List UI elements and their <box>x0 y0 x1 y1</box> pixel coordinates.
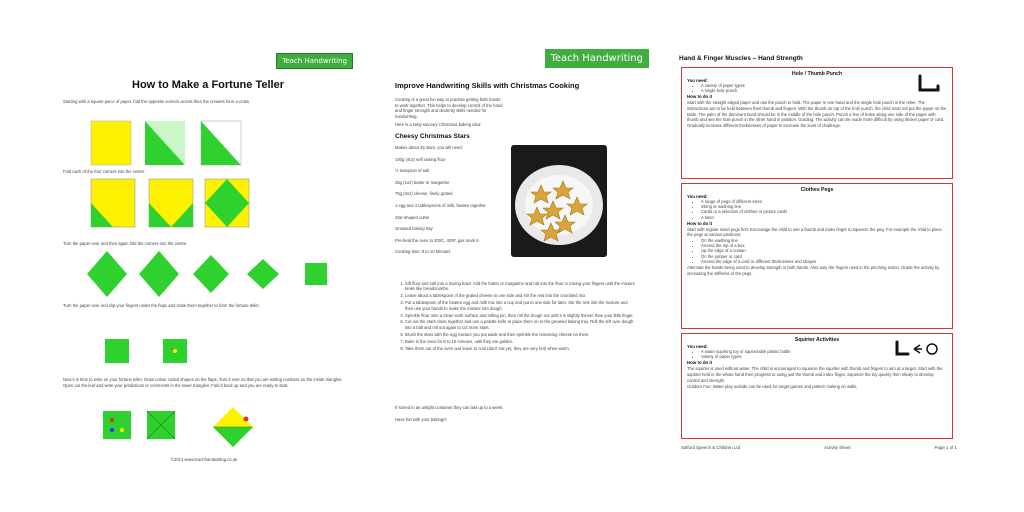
outdoor-text: Outdoor Fun: Water play outside can be used for target games and pattern making on walls. <box>687 384 858 390</box>
peg-position: • On the jumper or card <box>701 254 947 259</box>
need-item: • Variety of paper types <box>701 354 947 359</box>
how-text-2: Alternate the hands being used to develop strength in both hands. Also vary the fingers used in the pinching action. Grade the activity by increasing the stiffness of the pegs. <box>687 265 940 276</box>
cheesy-stars-photo <box>511 145 607 257</box>
thumb-punch-icon <box>916 74 942 94</box>
peg-position: • Around the top of a box <box>701 243 947 248</box>
how-label: How to do it <box>687 360 713 366</box>
ingredient-line: 1 egg and 4 tablespoons of milk, beaten together <box>395 202 486 208</box>
method-step: 2. Leave about a tablespoon of the grated cheese to one side and stir the rest into the crumbled mix. <box>405 293 635 298</box>
method-step: 6. Brush the stars with the egg mixture you put aside and then sprinkle the remaining cheese on them. <box>405 332 635 337</box>
intro-text: Starting with a square piece of paper, fold the opposite corners across then the creases form a cross. <box>63 99 251 104</box>
squirter-box <box>681 333 953 439</box>
method-step: 5. Cut out the stars close together and use a palette knife to place them on to the greased baking tray. Roll the left over dough into a ball and roll out again to cut more stars. <box>405 319 635 330</box>
step2-text: Fold each of the four corners into the centre. <box>63 169 146 174</box>
brand-badge: Teach Handwriting <box>545 49 650 68</box>
fold-diagram-row2 <box>91 179 291 235</box>
brand-badge: Teach Handwriting <box>276 53 353 69</box>
how-text: Start with regular sized pegs first. Encourage the child to use a thumb and index finger to squeeze the peg. For example the child to place the pegs at various positions: <box>687 226 942 238</box>
sheet-title: Improve Handwriting Skills with Christmas Cooking <box>395 81 580 90</box>
need-item: • String or washing line <box>701 204 947 209</box>
fold-diagram-row4 <box>105 339 205 365</box>
ingredient-line: 25g (1oz) butter or margarine <box>395 179 450 185</box>
need-label: You need: <box>687 344 708 349</box>
method-step: 8. Take them out of the oven and leave to cool (don't eat yet, they are very hot) when warm. <box>405 346 635 351</box>
need-item: • A single hole punch <box>701 88 947 93</box>
sheet-title: How to Make a Fortune Teller <box>132 79 284 91</box>
need-label: You need: <box>687 78 708 83</box>
how-text: The squirter is used without water. The child is encouraged to squeeze the squirter with thumb and fingers to aim at a target. Start with the squirter held in the whole hand then progress to using just the thumb and index finger. Squeeze the toy quickly then slowly to develop control and strength. <box>687 366 943 383</box>
peg-position: • On the washing line <box>701 238 947 243</box>
fold-diagram-row3 <box>87 251 337 297</box>
intro-column <box>395 97 505 131</box>
hand-strength-sheet <box>677 45 961 465</box>
how-text: Start with the straight edged paper and use the punch to hold. The paper in one hand and the single hole punch in the other. The instructions are to be held between their thumb and fingers. With the thumb on top of the hole punch, the child must not put the paper on the table. The palm of the dominant hand should be in the middle of the hole punch. Punch a line of holes along one side of the paper with thumb and see the hole punch in the other hand in position. Grading: The activity can be made more difficult by using thicker paper or card. Gradually increase different thicknesses of paper to increase the level of challenge. <box>687 100 947 128</box>
how-label: How to do it <box>687 220 713 226</box>
box-title: Squirter Activities <box>794 337 840 343</box>
ingredient-line: 75g (3oz) cheese, finely grated <box>395 191 453 197</box>
peg-position: • Around the edge of a card or different thicknesses and shapes <box>701 259 947 264</box>
ingredient-line: ½ teaspoon of salt <box>395 168 430 174</box>
hole-punch-box <box>681 67 953 179</box>
intro-text: Cooking is a great fun way to practise getting both hands to work together. This helps to develop control of the hand and finger strength and dexterity skills needed for handwriting. <box>395 97 503 119</box>
peg-positions-list <box>701 238 947 264</box>
need-item: • A range of pegs of different sizes <box>701 199 947 204</box>
need-item: • A variety of paper types <box>701 83 947 88</box>
method-step: 7. Bake in the oven for 8 to 10 minutes, until they are golden. <box>405 339 635 344</box>
method-step: 1. Sift flour and salt into a mixing bowl. Add the butter or margarine and rub into the flour in mixing your fingers until the mixture looks like breadcrumbs. <box>405 281 635 292</box>
ingredient-line: Makes about 25 stars, you will need: <box>395 145 463 150</box>
clothes-pegs-box <box>681 183 953 329</box>
method-steps <box>405 281 635 352</box>
step3-text: Turn the paper over and then again fold the corners into the centre. <box>63 241 188 246</box>
method-step: 3. Put a tablespoon of the beaten egg and milk mix into a cup and put to one side for later. Stir the rest into the mixture and then use your hands to make the mixture into dough. <box>405 300 635 311</box>
need-item: • A timer <box>701 215 947 220</box>
ingredient-line: Star-shaped cutter <box>395 214 430 220</box>
footer-center: Activity Sheet <box>824 445 851 450</box>
sheet-title: Hand & Finger Muscles – Hand Strength <box>679 55 803 62</box>
intro-text-2: Here is a tasty savoury Christmas baking idea: <box>395 122 482 128</box>
sheet-footer: ©2013 www.teachhandwriting.co.uk <box>170 457 238 462</box>
storage-note: If stored in an airtight container they can last up to a week. <box>395 405 504 410</box>
closing-note: Have fun with your baking!!! <box>395 417 447 422</box>
fold-diagram-row1 <box>91 121 271 165</box>
squirter-icon <box>894 340 942 358</box>
need-list <box>701 83 947 93</box>
box-title: Clothes Pegs <box>800 187 834 193</box>
need-item: • A water squirting toy or squeezable plastic bottle <box>701 349 947 354</box>
ingredient-line: Greased baking tray <box>395 226 433 232</box>
fortune-teller-sheet <box>63 45 353 465</box>
footer-left: Salford Speech & Children Ltd <box>681 445 741 450</box>
step5-text: Now it is time to write on your fortune teller. Draw colour coded shapes on the flaps. Turn it over so that you are writing numbers on the inside triangles. Open out the leaf and write your predictions or comments in the lower triangles. Fold it back up and you are ready to start. <box>63 377 343 388</box>
ingredient-line: Cooking time: 8 to 10 Minutes <box>395 249 451 255</box>
peg-position: • Up the edge of a curtain <box>701 248 947 253</box>
footer-right: Page 1 of 1 <box>934 445 957 450</box>
step4-text: Turn the paper over and slip your fingers under the flaps and close them together to form the fortune teller. <box>63 303 260 308</box>
box-title: Hole / Thumb Punch <box>791 71 843 77</box>
how-label: How to do it <box>687 94 713 100</box>
method-step: 4. Sprinkle flour onto a clean work surface and rolling pin, then roll the dough out until it is slightly thinner than your little finger. <box>405 313 635 318</box>
christmas-cooking-sheet <box>383 45 651 465</box>
sheet-footer <box>681 445 957 450</box>
need-label: You need: <box>687 194 708 199</box>
fortune-teller-finished <box>103 405 303 451</box>
ingredient-line: Pre-heat the oven to 200C, 400F, gas mark 6. <box>395 237 480 243</box>
recipe-title: Cheesy Christmas Stars <box>395 133 470 140</box>
need-item: • Cards or a selection of clothes or picture cards <box>701 209 947 214</box>
ingredients-list <box>395 145 505 261</box>
ingredient-line: 100g (4oz) self raising flour <box>395 156 446 162</box>
need-list <box>701 199 947 220</box>
